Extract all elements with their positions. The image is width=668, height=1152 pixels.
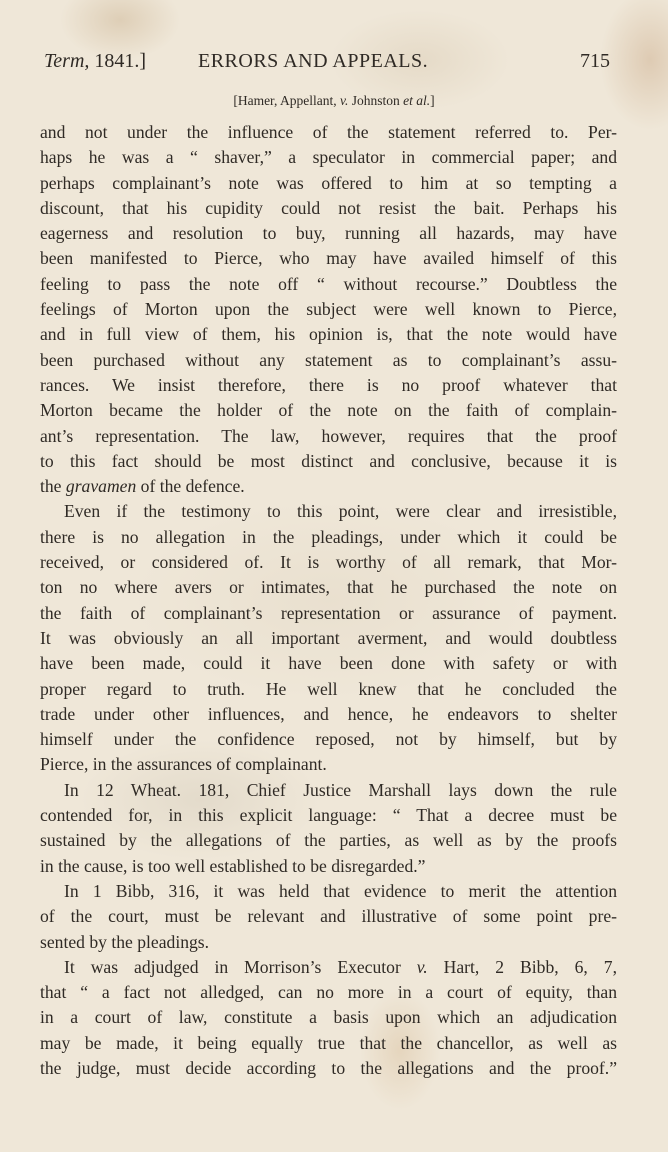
text-segment: in the cause, is too well established to be disregarded.” [40, 855, 426, 876]
text-line [40, 171, 617, 196]
text-line [40, 879, 617, 904]
text-segment: there is no allegation in the pleadings, under which it could be [40, 526, 617, 547]
text-segment: haps he was a “ shaver,” a speculator in commercial paper; and [40, 147, 617, 168]
text-line [40, 373, 617, 398]
text-line [40, 702, 617, 727]
text-line [40, 322, 617, 347]
text-line [40, 246, 617, 271]
text-segment: that “ a fact not alledged, can no more in a court of equity, than [40, 982, 617, 1003]
caption-post: ] [430, 93, 435, 108]
text-segment: feeling to pass the note off “ without recourse.” Doubtless the [40, 273, 617, 294]
text-line [40, 525, 617, 550]
text-segment: been purchased without any statement as to complainant’s assu- [40, 349, 617, 370]
italic-text: v. [416, 956, 428, 977]
text-segment: In 1 Bibb, 316, it was held that evidence to merit the attention [64, 880, 617, 901]
text-segment: in a court of law, constitute a basis upon which an adjudication [40, 1007, 617, 1028]
text-line [40, 120, 617, 145]
text-line [40, 626, 617, 651]
text-line [40, 677, 617, 702]
text-line [40, 221, 617, 246]
text-line [40, 828, 617, 853]
text-segment: Hart, 2 Bibb, 6, 7, [427, 956, 617, 977]
text-line [40, 1056, 617, 1081]
text-segment: In 12 Wheat. 181, Chief Justice Marshall lays down the rule [64, 779, 617, 800]
text-segment: received, or considered of. It is worthy of all remark, that Mor- [40, 552, 617, 573]
text-segment: sented by the pleadings. [40, 931, 210, 952]
caption-versus: v. [340, 93, 349, 108]
text-segment: himself under the confidence reposed, not by himself, but by [40, 729, 617, 750]
text-line [40, 575, 617, 600]
page-number: 715 [580, 50, 610, 72]
text-line [40, 550, 617, 575]
text-segment: ant’s representation. The law, however, requires that the proof [40, 425, 617, 446]
caption-mid: Johnston [348, 93, 404, 108]
italic-text: gravamen [65, 476, 137, 497]
text-segment: ton no where avers or intimates, that he purchased the note on [40, 577, 617, 598]
text-line [40, 601, 617, 626]
caption-et-al: et al. [403, 93, 431, 108]
text-segment: of the court, must be relevant and illustrative of some point pre- [40, 906, 617, 927]
text-segment: Morton became the holder of the note on the faith of complain- [40, 400, 617, 421]
text-line [40, 1005, 617, 1030]
text-segment: and not under the influence of the statement referred to. Per- [40, 122, 617, 142]
text-segment: sustained by the allegations of the parties, as well as by the proofs [40, 830, 617, 851]
text-line [40, 651, 617, 676]
text-line [40, 145, 617, 170]
text-line [40, 474, 617, 499]
text-line [40, 930, 617, 955]
text-segment: been manifested to Pierce, who may have availed himself of this [40, 248, 617, 269]
text-segment: contended for, in this explicit language: “ That a decree must be [40, 805, 617, 826]
text-line [40, 272, 617, 297]
text-line [40, 980, 617, 1005]
text-segment: may be made, it being equally true that the chancellor, as well as [40, 1032, 617, 1053]
text-line [40, 727, 617, 752]
text-segment: and in full view of them, his opinion is, that the note would have [40, 324, 617, 345]
text-segment: eagerness and resolution to buy, running all hazards, may have [40, 223, 617, 244]
text-segment: It was obviously an all important averment, and would doubtless [40, 627, 617, 648]
text-line [40, 297, 617, 322]
term-year: 1841.] [89, 50, 147, 72]
text-segment: perhaps complainant’s note was offered to him at so tempting a [40, 172, 617, 193]
text-segment: have been made, could it have been done with safety or with [40, 653, 617, 674]
text-line [40, 499, 617, 524]
running-head-term [44, 50, 146, 73]
text-segment: the faith of complainant’s representation or assurance of payment. [40, 602, 617, 623]
case-caption [0, 93, 668, 109]
text-line [40, 424, 617, 449]
caption-pre: [Hamer, Appellant, [233, 93, 341, 108]
text-segment: trade under other influences, and hence, he endeavors to shelter [40, 703, 617, 724]
text-line [40, 778, 617, 803]
text-segment: rances. We insist therefore, there is no proof whatever that [40, 374, 617, 395]
text-line [40, 904, 617, 929]
text-segment: to this fact should be most distinct and conclusive, because it is [40, 450, 617, 471]
text-segment: feelings of Morton upon the subject were well known to Pierce, [40, 299, 617, 320]
text-line [40, 955, 617, 980]
text-line [40, 449, 617, 474]
text-line [40, 752, 617, 777]
text-segment: of the defence. [136, 476, 245, 497]
text-segment: It was adjudged in Morrison’s Executor [64, 956, 417, 977]
text-segment: proper regard to truth. He well knew that he concluded the [40, 678, 617, 699]
text-line [40, 348, 617, 373]
text-line [40, 854, 617, 879]
text-segment: discount, that his cupidity could not resist the bait. Perhaps his [40, 197, 617, 218]
text-line [40, 803, 617, 828]
body-text [40, 120, 617, 1081]
term-label: Term, [44, 50, 90, 72]
text-segment: the [40, 476, 66, 497]
text-segment: Even if the testimony to this point, were clear and irresistible, [64, 501, 617, 522]
text-segment: Pierce, in the assurances of complainant. [40, 754, 327, 775]
text-line [40, 1031, 617, 1056]
text-segment: the judge, must decide according to the allegations and the proof.” [40, 1057, 617, 1078]
text-line [40, 196, 617, 221]
text-line [40, 398, 617, 423]
running-head-title: ERRORS AND APPEALS. [198, 50, 429, 72]
